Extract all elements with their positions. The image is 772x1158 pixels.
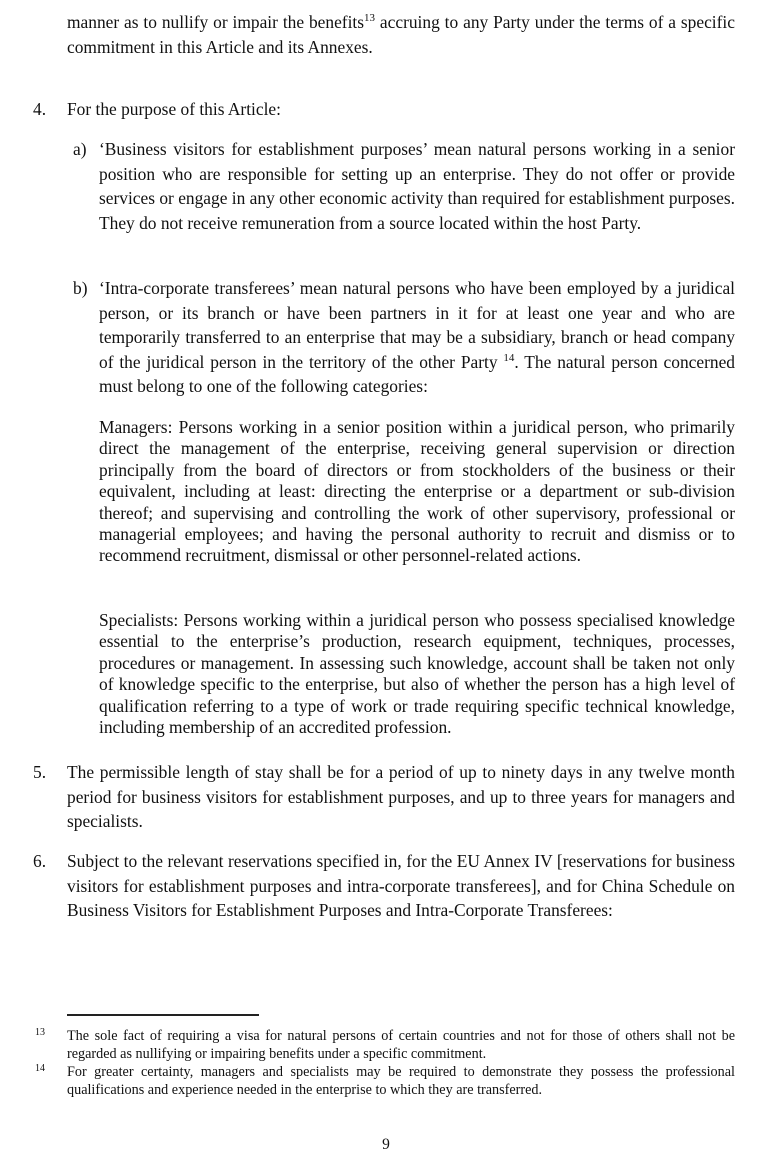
footnote-ref-14[interactable]: 14 [503, 351, 515, 364]
footnote-13-number: 13 [35, 1027, 45, 1038]
managers-definition: Managers: Persons working in a senior position within a juridical person, who primarily direct the management of the enterprise, receiving general supervision or direction principally from the board of directors or from stockholders of the business or their equivalent, including at least: directing the enterprise or a department or sub-division thereof; and supervising and controlling the work of other supervisory, professional or managerial employees; and having the personal authority to recruit and dismiss or to recommend recruitment, dismissal or other personnel-related actions. [99, 417, 735, 566]
item-6-text: Subject to the relevant reservations specified in, for the EU Annex IV [reservations for business visitors for establishment purposes and intra-corporate transferees], and for China Schedule on Business Visitors for Establishment Purposes and Intra-Corporate Transferees: [67, 851, 735, 921]
item-4-intro: For the purpose of this Article: [67, 99, 281, 119]
page-number: 9 [382, 1136, 390, 1153]
footnote-separator [67, 1014, 259, 1016]
item-5-text: The permissible length of stay shall be for a period of up to ninety days in any twelve month period for business visitors for establishment purposes, and up to three years for managers and specialists. [67, 762, 735, 832]
continued-text-start: manner as to nullify or impair the benefits [67, 12, 365, 32]
item-4b-text [99, 276, 735, 399]
item-5-number: 5. [33, 762, 47, 782]
footnote-ref-13[interactable]: 13 [364, 12, 376, 25]
item-6-number: 6. [33, 851, 47, 871]
continued-text-end: accruing to any Party under the terms of a specific commitment in this Article and its Annexes. [67, 12, 735, 57]
item-4a-text: ‘Business visitors for establishment purposes’ mean natural persons working in a senior position who are responsible for setting up an enterprise. They do not offer or provide services or engage in any other economic activity than required for establishment purposes. They do not receive remuneration from a source located within the host Party. [99, 139, 735, 233]
item-4b-label: b) [73, 278, 88, 298]
footnote-14-text: For greater certainty, managers and specialists may be required to demonstrate they possess the professional qualifications and experience needed in the enterprise to which they are transferred. [67, 1064, 735, 1098]
specialists-definition: Specialists: Persons working within a juridical person who possess specialised knowledge essential to the enterprise’s production, research equipment, techniques, processes, procedures or management. In assessing such knowledge, account shall be taken not only of knowledge specific to the enterprise, but also of whether the person has a high level of qualification referring to a type of work or trade requiring specific technical knowledge, including membership of an accredited profession. [99, 610, 735, 738]
continued-paragraph [67, 10, 735, 59]
footnote-14-number: 14 [35, 1063, 45, 1074]
item-4b-text-end: . The natural person concerned must belong to one of the following categories: [99, 351, 735, 397]
item-4b-text-start: ‘Intra-corporate transferees’ mean natural persons who have been employed by a juridical person, or its branch or have been partners in it for at least one year and who are temporarily transferred to an enterprise that may be a subsidiary, branch or head company of the juridical person in the territory of the other Party [99, 278, 735, 372]
item-4-number: 4. [33, 99, 47, 119]
item-4a-label: a) [73, 139, 87, 159]
footnote-13-text: The sole fact of requiring a visa for natural persons of certain countries and not for those of others shall not be regarded as nullifying or impairing benefits under a specific commitment. [67, 1028, 735, 1062]
